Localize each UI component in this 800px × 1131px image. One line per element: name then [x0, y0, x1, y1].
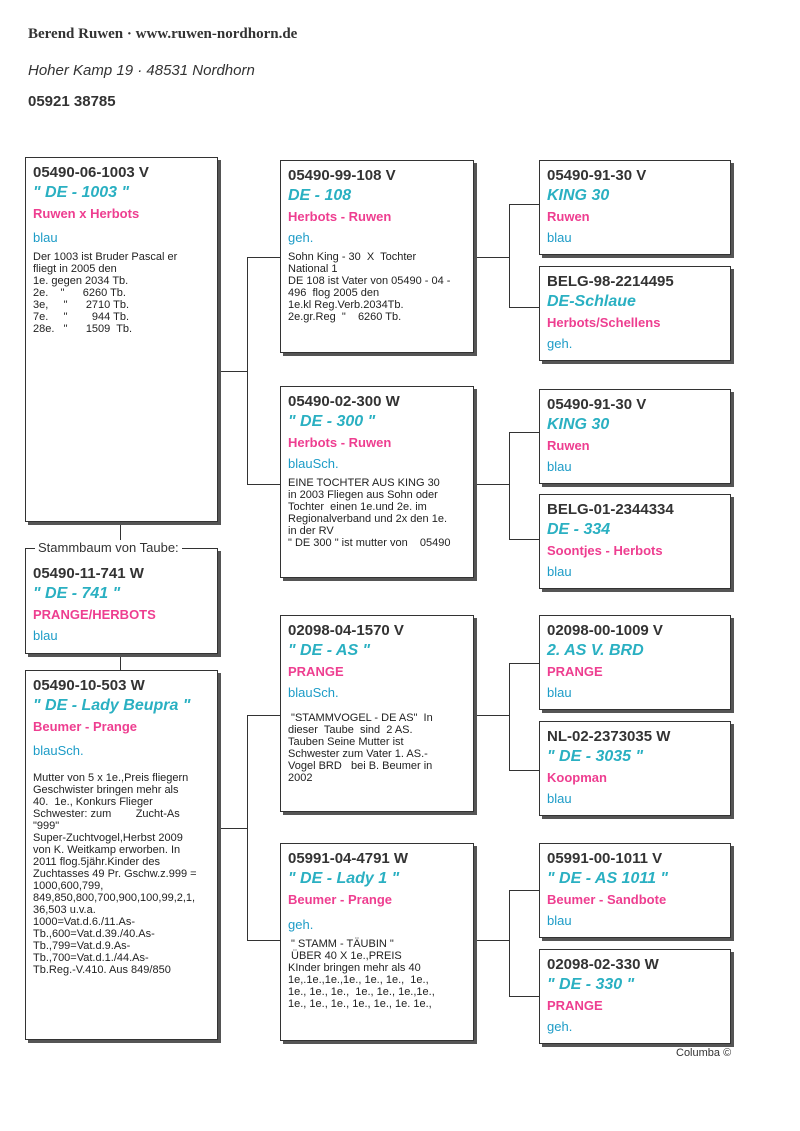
feather-color: geh.: [547, 1019, 573, 1034]
ring-number: BELG-98-2214495: [547, 273, 674, 290]
ring-number: 02098-02-330 W: [547, 956, 659, 973]
mf-card: [280, 615, 474, 812]
copyright: Columba ©: [676, 1047, 732, 1059]
connector-line: [247, 257, 280, 258]
pigeon-name: " DE - 741 ": [33, 585, 121, 602]
breeder-phone: 05921 38785: [28, 93, 116, 110]
feather-color: blau: [33, 628, 58, 643]
pigeon-name: " DE - AS 1011 ": [547, 870, 668, 887]
feather-color: geh.: [547, 336, 573, 351]
breed-line: Beumer - Prange: [288, 892, 393, 907]
pigeon-name: " DE - AS ": [288, 642, 371, 659]
connector-line: [473, 940, 509, 941]
breed-line: Herbots - Ruwen: [288, 209, 392, 224]
connector-line: [247, 715, 248, 941]
ring-number: 05490-11-741 W: [33, 565, 144, 582]
feather-color: blau: [547, 230, 572, 245]
connector-line: [247, 940, 280, 941]
breeder-address: Hoher Kamp 19 · 48531 Nordhorn: [28, 62, 255, 79]
connector-line: [509, 663, 539, 664]
breed-line: Herbots - Ruwen: [288, 435, 392, 450]
connector-line: [120, 653, 121, 670]
connector-line: [509, 204, 539, 205]
ring-number: 02098-00-1009 V: [547, 622, 663, 639]
performance-notes: Der 1003 ist Bruder Pascal er fliegt in 2005 den 1e. gegen 2034 Tb. 2e. " 6260 Tb. 3e, " 2710 Tb. 7e. " 944 Tb. 28e. " 1509 Tb.: [33, 251, 178, 335]
breeder-name: Berend Ruwen · www.ruwen-nordhorn.de: [28, 26, 298, 42]
father-card: [25, 157, 218, 522]
feather-color: blauSch.: [288, 456, 339, 471]
breed-line: PRANGE: [547, 998, 603, 1013]
performance-notes: "STAMMVOGEL - DE AS" In dieser Taube sind 2 AS. Tauben Seine Mutter ist Schwester zum Vater 1. AS.- Vogel BRD bei B. Beumer in 2002: [288, 712, 433, 784]
ff-card: [280, 160, 474, 353]
connector-line: [509, 539, 539, 540]
connector-line: [247, 257, 248, 485]
feather-color: blau: [547, 564, 572, 579]
breed-line: Koopman: [547, 770, 607, 785]
fm-card: [280, 386, 474, 578]
ring-number: 05490-91-30 V: [547, 167, 647, 184]
fmm-card: [539, 494, 731, 589]
feather-color: blau: [33, 230, 58, 245]
pigeon-name: " DE - 330 ": [547, 976, 635, 993]
ring-number: 05490-99-108 V: [288, 167, 396, 184]
connector-line: [509, 890, 510, 997]
mm-card: [280, 843, 474, 1041]
connector-line: [120, 521, 121, 541]
pigeon-name: " DE - 300 ": [288, 413, 376, 430]
feather-color: blau: [547, 913, 572, 928]
ring-number: 05490-10-503 W: [33, 677, 145, 694]
connector-line: [509, 432, 539, 433]
pigeon-name: DE-Schlaue: [547, 293, 636, 310]
fmf-card: [539, 389, 731, 484]
ring-number: 02098-04-1570 V: [288, 622, 404, 639]
breed-line: Beumer - Prange: [33, 719, 138, 734]
ring-number: BELG-01-2344334: [547, 501, 674, 518]
mmf-card: [539, 843, 731, 938]
feather-color: blauSch.: [33, 743, 84, 758]
pigeon-name: " DE - 1003 ": [33, 184, 130, 201]
breed-line: Ruwen: [547, 438, 590, 453]
fff-card: [539, 160, 731, 255]
connector-line: [509, 307, 539, 308]
feather-color: geh.: [288, 917, 314, 932]
connector-line: [509, 770, 539, 771]
performance-notes: " STAMM - TÄUBIN " ÜBER 40 X 1e.,PREIS KInder bringen mehr als 40 1e,.1e.,1e.,1e., 1e., 1e., 1e., 1e., 1e., 1e., 1e., 1e., 1e.,1e., 1e., 1e., 1e., 1e., 1e., 1e. 1e.,: [288, 938, 435, 1010]
pigeon-name: " DE - 3035 ": [547, 748, 644, 765]
feather-color: blauSch.: [288, 685, 339, 700]
performance-notes: EINE TOCHTER AUS KING 30 in 2003 Fliegen aus Sohn oder Tochter einen 1e.und 2e. im Regionalverband und 2x den 1e. in der RV " DE 300 " ist mutter von 05490: [288, 477, 451, 549]
ring-number: 05490-06-1003 V: [33, 164, 149, 181]
feather-color: geh.: [288, 230, 314, 245]
subject-card: [25, 548, 218, 654]
connector-line: [509, 663, 510, 771]
connector-line: [217, 371, 247, 372]
pedigree-label: Stammbaum von Taube:: [35, 540, 182, 555]
connector-line: [509, 996, 539, 997]
breed-line: Ruwen x Herbots: [33, 206, 140, 221]
breed-line: Herbots/Schellens: [547, 315, 661, 330]
breed-line: Beumer - Sandbote: [547, 892, 667, 907]
breed-line: Ruwen: [547, 209, 590, 224]
connector-line: [473, 715, 509, 716]
breed-line: PRANGE: [288, 664, 344, 679]
connector-line: [509, 890, 539, 891]
mother-card: [25, 670, 218, 1040]
pigeon-name: 2. AS V. BRD: [547, 642, 644, 659]
mff-card: [539, 615, 731, 710]
ring-number: 05490-91-30 V: [547, 396, 647, 413]
ring-number: NL-02-2373035 W: [547, 728, 671, 745]
connector-line: [247, 715, 280, 716]
pigeon-name: KING 30: [547, 416, 610, 433]
breed-line: PRANGE: [547, 664, 603, 679]
pigeon-name: KING 30: [547, 187, 610, 204]
connector-line: [509, 432, 510, 540]
ring-number: 05991-04-4791 W: [288, 850, 409, 867]
pigeon-name: " DE - Lady 1 ": [288, 870, 400, 887]
breed-line: Soontjes - Herbots: [547, 543, 663, 558]
mmm-card: [539, 949, 731, 1044]
performance-notes: Mutter von 5 x 1e.,Preis fliegern Geschwister bringen mehr als 40. 1e., Konkurs Flieger Schwester: zum Zucht-As "999" Super-Zuchtvogel,Herbst 2009 von K. Weitkamp erworben. In 2011 flog.5jähr.Kinder des Zuchtasses 49 Pr. Gschw.z.999 = 1000,600,799, 849,850,800,700,900,100,99,2,1, 36,503 u.v.a. 1000=Vat.d.6./11.As- Tb.,600=Vat.d.39./40.As- Tb.,799=Vat.d.9.As- Tb.,700=Vat.d.1./44.As- Tb.Reg.-V.410. Aus 849/850: [33, 772, 197, 976]
pigeon-name: " DE - Lady Beupra ": [33, 697, 191, 714]
mfm-card: [539, 721, 731, 816]
ffm-card: [539, 266, 731, 361]
connector-line: [247, 484, 280, 485]
performance-notes: Sohn King - 30 X Tochter National 1 DE 108 ist Vater von 05490 - 04 - 496 flog 2005 den 1e.kl Reg.Verb.2034Tb. 2e.gr.Reg " 6260 Tb.: [288, 251, 451, 323]
breed-line: PRANGE/HERBOTS: [33, 607, 156, 622]
ring-number: 05490-02-300 W: [288, 393, 400, 410]
connector-line: [509, 204, 510, 308]
connector-line: [473, 484, 509, 485]
feather-color: blau: [547, 791, 572, 806]
feather-color: blau: [547, 459, 572, 474]
connector-line: [217, 828, 247, 829]
ring-number: 05991-00-1011 V: [547, 850, 663, 867]
pigeon-name: DE - 108: [288, 187, 352, 204]
feather-color: blau: [547, 685, 572, 700]
pigeon-name: DE - 334: [547, 521, 611, 538]
connector-line: [473, 257, 509, 258]
